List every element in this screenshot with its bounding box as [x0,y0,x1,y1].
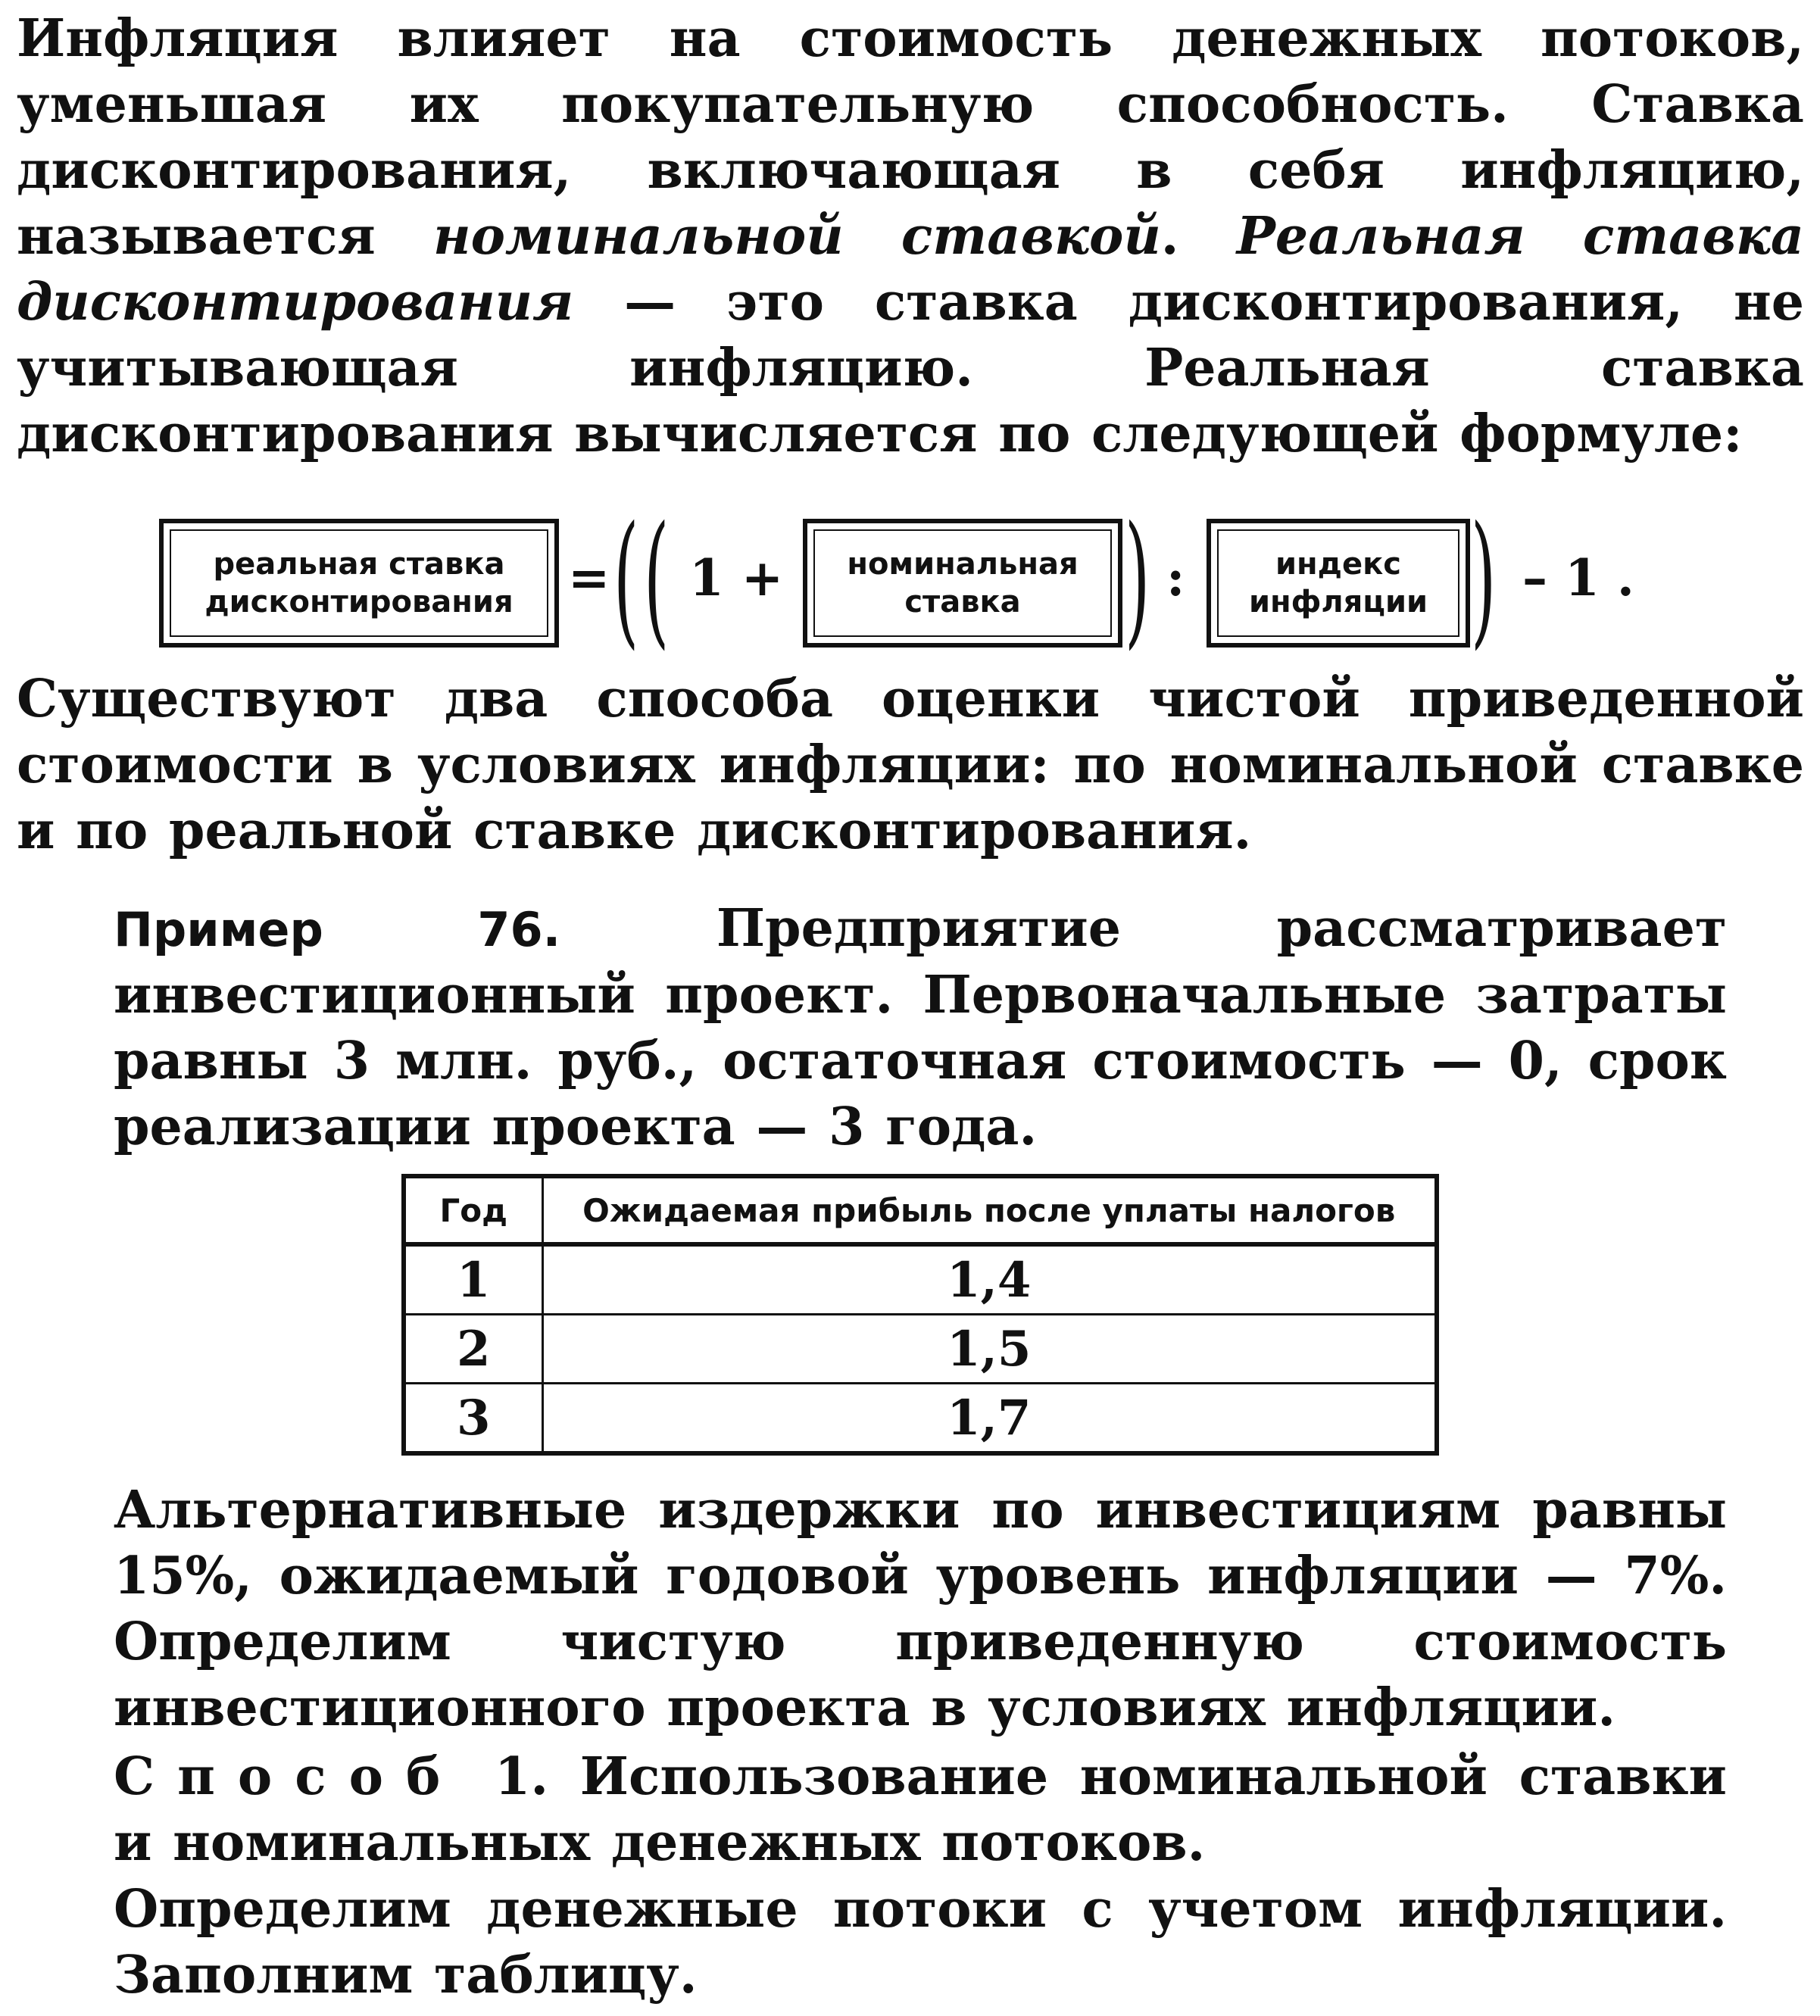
intro-text-1: Инфляция влияет на стоимость денежных потоков, уменьшая их покупательную способность. Ставка дисконтирования, включающая в себя инфляцию, называется [17,8,1804,267]
conditions-paragraph: Альтернативные издержки по инвестициям равны 15%, ожидаемый годовой уровень инфляции — 7%. Определим чистую приведенную стоимость инвестиционного проекта в условиях инфляции. [114,1480,1727,1738]
table-row [406,1244,1434,1315]
header-expected-profit: Ожидаемая прибыль после уплаты налогов [542,1178,1434,1244]
formula-box-real-rate [159,519,559,648]
profit-table [401,1174,1439,1456]
header-year: Год [406,1178,542,1244]
term-nominal-rate: номинальной ставкой [433,206,1161,267]
formula-box-nominal-rate [803,519,1122,648]
real-rate-formula [159,495,1674,663]
formula-label-inflation-index: индекс инфляции [1217,529,1459,637]
formula-label-nominal-rate: номинальная ставка [813,529,1112,637]
formula-open-paren-outer: ( [613,495,639,663]
formula-box-inflation-index [1207,519,1470,648]
final-paragraph: Определим денежные потоки с учетом инфляции. Заполним таблицу. [114,1879,1727,2005]
method1-label: Способ [114,1746,464,1807]
term-real-rate: Реальная ставка дисконтирования [17,206,1804,332]
formula-equals: = [568,548,610,607]
profit-table-grid [406,1178,1434,1451]
method1-paragraph [114,1744,1727,1876]
cell-profit: 1,7 [542,1384,1434,1452]
formula-minus-one: – 1 . [1522,548,1634,607]
formula-one-plus: 1 + [689,548,784,607]
method1-text: 1. Использование номинальной ставки и номинальных денежных потоков. [114,1746,1727,1873]
formula-close-paren-inner: ) [1125,495,1150,663]
intro-paragraph [17,6,1804,467]
cell-year: 3 [406,1384,542,1452]
methods-paragraph: Существуют два способа оценки чистой приведенной стоимости в условиях инфляции: по номинальной ставке и по реальной ставке дисконтирования. [17,669,1804,861]
formula-open-paren-inner: ( [644,495,670,663]
example-paragraph [114,896,1727,1160]
intro-text-3: — это ставка дисконтирования, не учитывающая инфляцию. Реальная ставка дисконтирования вычисляется по следующей формуле: [17,272,1804,464]
example-text: Предприятие рассматривает инвестиционный проект. Первоначальные затраты равны 3 млн. руб., остаточная стоимость — 0, срок реализации проекта — 3 года. [114,898,1727,1157]
formula-colon: : [1166,548,1185,607]
cell-profit: 1,4 [542,1244,1434,1315]
formula-label-real-rate: реальная ставка дисконтирования [170,529,548,637]
example-label: Пример 76. [114,902,561,957]
table-header-row [406,1178,1434,1244]
table-row [406,1315,1434,1384]
table-row [406,1384,1434,1452]
formula-close-paren-outer: ) [1471,495,1497,663]
cell-year: 2 [406,1315,542,1384]
cell-year: 1 [406,1244,542,1315]
cell-profit: 1,5 [542,1315,1434,1384]
intro-text-2: . [1160,206,1237,267]
